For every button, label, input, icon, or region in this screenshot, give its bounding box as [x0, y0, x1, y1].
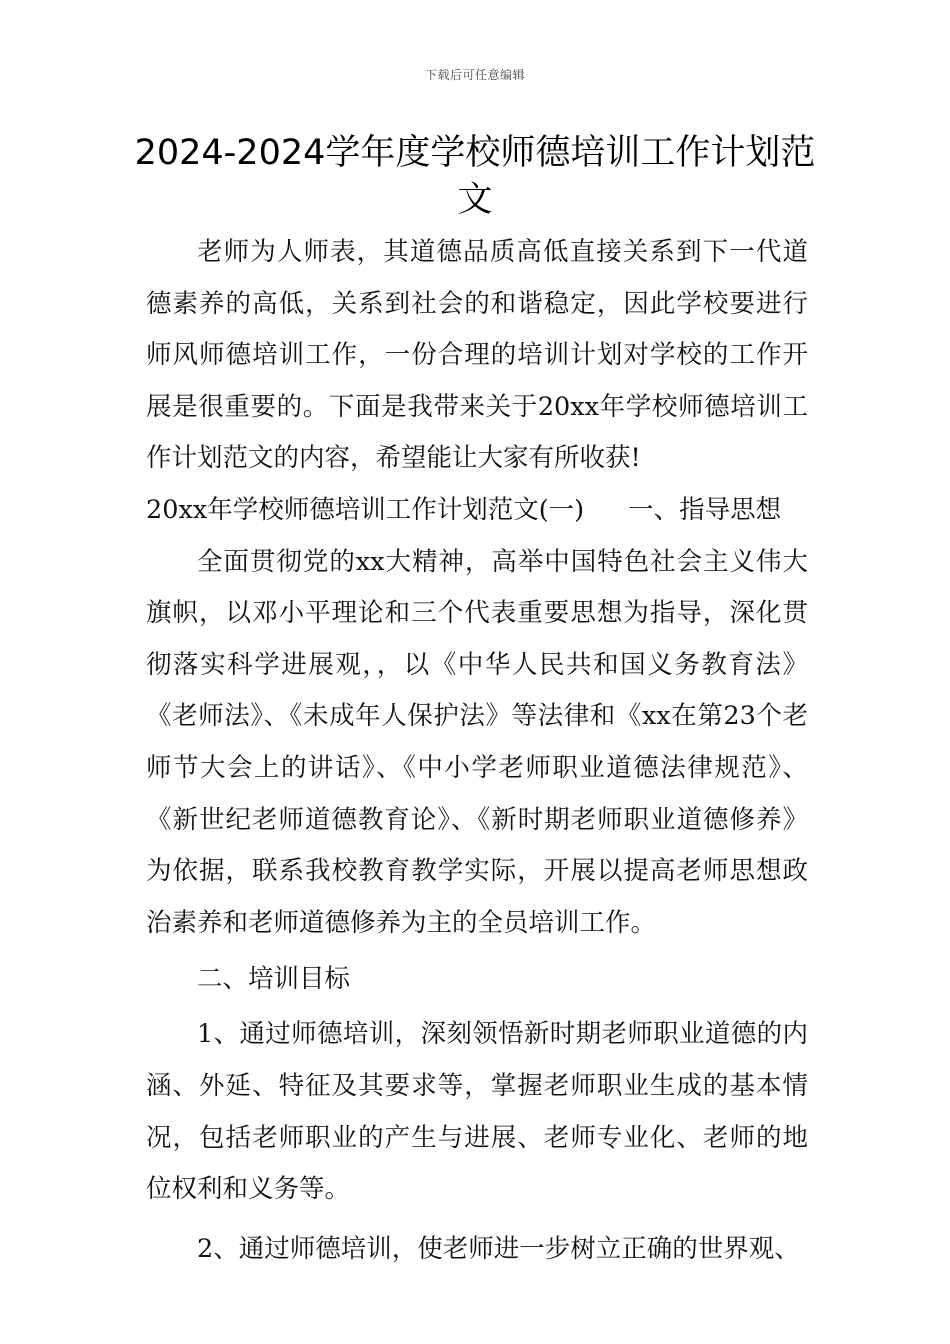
guiding-thought-paragraph: 全面贯彻党的xx大精神，高举中国特色社会主义伟大旗帜，以邓小平理论和三个代表重要思想为指导，深化贯彻落实科学进展观，，以《中华人民共和国义务教育法》《老师法》、《未成年人保护法》等法律和《xx在第23个老师节大会上的讲话》、《中小学老师职业道德法律规范》、《新世纪老师道德教育论》、《新时期老师职业道德修养》为依据，联系我校教育教学实际，开展以提高老师思想政治素养和老师道德修养为主的全员培训工作。	[146, 546, 808, 938]
section-line	[146, 485, 808, 537]
heading-guiding-thought: 一、指导思想	[628, 494, 782, 525]
document-body	[146, 227, 808, 1275]
goal-item-2: 2、通过师德培训，使老师进一步树立正确的世界观、	[197, 1233, 800, 1264]
header-note: 下载后可任意编辑	[424, 68, 525, 82]
document-title: 2024-2024学年度学校师德培训工作计划范文	[134, 133, 816, 220]
intro-paragraph: 老师为人师表，其道德品质高低直接关系到下一代道德素养的高低，关系到社会的和谐稳定，因此学校要进行师风师德培训工作，一份合理的培训计划对学校的工作开展是很重要的。下面是我带来关于20xx年学校师德培训工作计划范文的内容，希望能让大家有所收获!	[146, 237, 808, 474]
section-title: 20xx年学校师德培训工作计划范文(一)	[146, 494, 585, 525]
heading-training-goals: 二、培训目标	[197, 964, 351, 995]
goal-item-1: 1、通过师德培训，深刻领悟新时期老师职业道德的内涵、外延、特征及其要求等，掌握老师职业生成的基本情况，包括老师职业的产生与进展、老师专业化、老师的地位权利和义务等。	[146, 1019, 808, 1205]
